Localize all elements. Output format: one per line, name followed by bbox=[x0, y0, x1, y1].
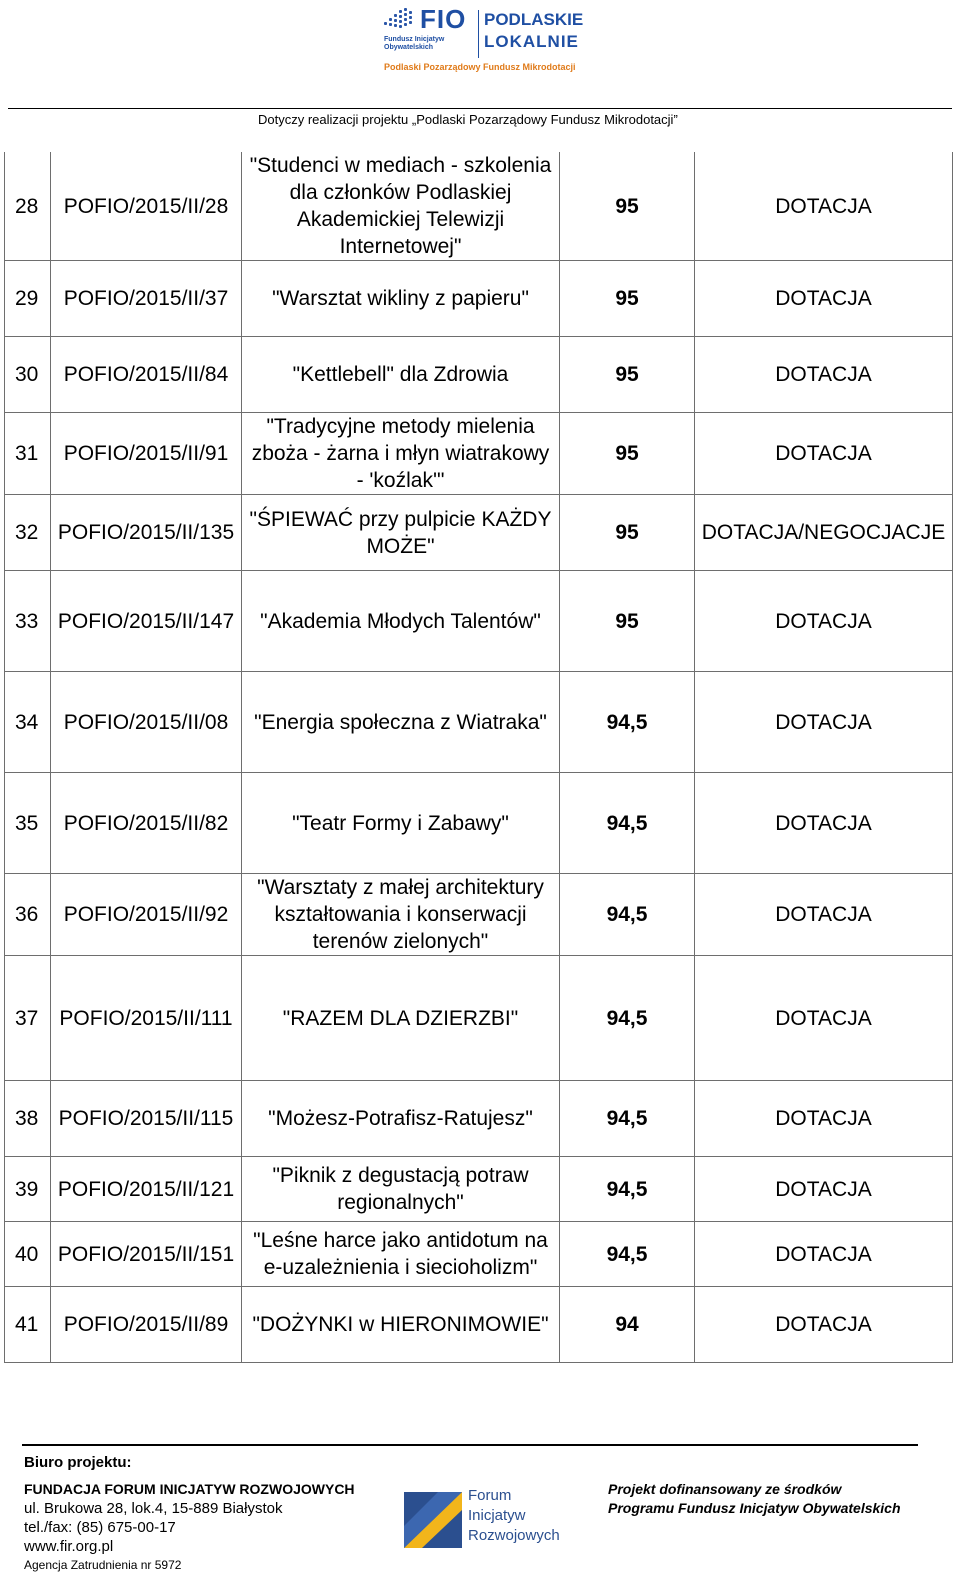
row-number: 31 bbox=[5, 413, 51, 495]
row-number: 38 bbox=[5, 1081, 51, 1157]
table-row bbox=[5, 672, 953, 773]
application-code: POFIO/2015/II/82 bbox=[51, 773, 242, 874]
fir-logo-line-2: Inicjatyw bbox=[468, 1507, 526, 1524]
project-title: "Kettlebell" dla Zdrowia bbox=[242, 337, 560, 413]
street-address: ul. Brukowa 28, lok.4, 15-889 Białystok bbox=[24, 1500, 283, 1517]
logo-divider bbox=[478, 10, 479, 58]
decision-status: DOTACJA bbox=[695, 956, 953, 1081]
score-points: 95 bbox=[560, 413, 695, 495]
fir-logo bbox=[404, 1484, 560, 1554]
row-number: 35 bbox=[5, 773, 51, 874]
project-title: "Warsztat wikliny z papieru" bbox=[242, 261, 560, 337]
office-address bbox=[24, 1480, 355, 1575]
application-code: POFIO/2015/II/28 bbox=[51, 152, 242, 261]
score-points: 95 bbox=[560, 337, 695, 413]
table-row bbox=[5, 413, 953, 495]
decision-status: DOTACJA bbox=[695, 413, 953, 495]
project-title: "Warsztaty z małej architektury kształtowania i konserwacji terenów zielonych" bbox=[242, 874, 560, 956]
project-title: "Studenci w mediach - szkolenia dla członków Podlaskiej Akademickiej Telewizji Internetowej" bbox=[242, 152, 560, 261]
row-number: 30 bbox=[5, 337, 51, 413]
decision-status: DOTACJA bbox=[695, 672, 953, 773]
table-row bbox=[5, 152, 953, 261]
table-row bbox=[5, 1287, 953, 1363]
fir-logo-line-3: Rozwojowych bbox=[468, 1527, 560, 1544]
decision-status: DOTACJA bbox=[695, 261, 953, 337]
application-code: POFIO/2015/II/08 bbox=[51, 672, 242, 773]
decision-status: DOTACJA bbox=[695, 1287, 953, 1363]
row-number: 39 bbox=[5, 1157, 51, 1222]
cofunding-line-1: Projekt dofinansowany ze środków bbox=[608, 1481, 842, 1497]
header-caption: Dotyczy realizacji projektu „Podlaski Pozarządowy Fundusz Mikrodotacji” bbox=[258, 112, 678, 127]
score-points: 95 bbox=[560, 571, 695, 672]
project-title: "ŚPIEWAĆ przy pulpicie KAŻDY MOŻE" bbox=[242, 495, 560, 571]
fund-subtitle: Podlaski Pozarządowy Fundusz Mikrodotacji bbox=[384, 62, 576, 72]
project-title: "Tradycyjne metody mielenia zboża - żarna i młyn wiatrakowy - 'koźlak'" bbox=[242, 413, 560, 495]
project-title: "Akademia Młodych Talentów" bbox=[242, 571, 560, 672]
application-code: POFIO/2015/II/121 bbox=[51, 1157, 242, 1222]
project-title: "Teatr Formy i Zabawy" bbox=[242, 773, 560, 874]
row-number: 40 bbox=[5, 1222, 51, 1287]
score-points: 94,5 bbox=[560, 1081, 695, 1157]
row-number: 36 bbox=[5, 874, 51, 956]
decision-status: DOTACJA bbox=[695, 152, 953, 261]
decision-status: DOTACJA bbox=[695, 773, 953, 874]
fio-logo-subtext: Fundusz Inicjatyw Obywatelskich bbox=[384, 36, 445, 51]
row-number: 37 bbox=[5, 956, 51, 1081]
table-row bbox=[5, 571, 953, 672]
score-points: 95 bbox=[560, 152, 695, 261]
table-row bbox=[5, 337, 953, 413]
row-number: 33 bbox=[5, 571, 51, 672]
project-title: "RAZEM DLA DZIERZBI" bbox=[242, 956, 560, 1081]
score-points: 94,5 bbox=[560, 773, 695, 874]
fir-logo-line-1: Forum bbox=[468, 1487, 512, 1504]
table-row bbox=[5, 773, 953, 874]
score-points: 94 bbox=[560, 1287, 695, 1363]
footer-rule bbox=[22, 1444, 918, 1446]
decision-status: DOTACJA bbox=[695, 1157, 953, 1222]
decision-status: DOTACJA bbox=[695, 1222, 953, 1287]
application-code: POFIO/2015/II/111 bbox=[51, 956, 242, 1081]
table-row bbox=[5, 956, 953, 1081]
score-points: 94,5 bbox=[560, 1222, 695, 1287]
score-points: 94,5 bbox=[560, 1157, 695, 1222]
application-code: POFIO/2015/II/151 bbox=[51, 1222, 242, 1287]
application-code: POFIO/2015/II/115 bbox=[51, 1081, 242, 1157]
project-title: "Piknik z degustacją potraw regionalnych" bbox=[242, 1157, 560, 1222]
fir-logo-text bbox=[468, 1486, 560, 1546]
fio-logo-text: FIO bbox=[420, 4, 467, 34]
org-name: FUNDACJA FORUM INICJATYW ROZWOJOWYCH bbox=[24, 1481, 355, 1497]
office-label: Biuro projektu: bbox=[24, 1454, 132, 1471]
table-row bbox=[5, 1081, 953, 1157]
row-number: 34 bbox=[5, 672, 51, 773]
row-number: 28 bbox=[5, 152, 51, 261]
phone-fax: tel./fax: (85) 675-00-17 bbox=[24, 1519, 176, 1536]
project-title: "Leśne harce jako antidotum na e-uzależnienia i siecioholizm" bbox=[242, 1222, 560, 1287]
application-code: POFIO/2015/II/91 bbox=[51, 413, 242, 495]
score-points: 95 bbox=[560, 261, 695, 337]
application-code: POFIO/2015/II/92 bbox=[51, 874, 242, 956]
podlaskie-logo-text: PODLASKIE bbox=[484, 10, 584, 29]
website-link[interactable]: www.fir.org.pl bbox=[24, 1538, 114, 1555]
results-table bbox=[4, 152, 953, 1363]
lokalnie-logo-text: LOKALNIE bbox=[484, 32, 579, 51]
cofunding-note bbox=[608, 1480, 901, 1518]
table-row bbox=[5, 1157, 953, 1222]
project-title: "DOŻYNKI w HIERONIMOWIE" bbox=[242, 1287, 560, 1363]
table-row bbox=[5, 495, 953, 571]
header-logos bbox=[380, 4, 584, 80]
row-number: 32 bbox=[5, 495, 51, 571]
fir-logo-icon bbox=[404, 1488, 462, 1548]
cofunding-line-2: Programu Fundusz Inicjatyw Obywatelskich bbox=[608, 1500, 901, 1516]
score-points: 94,5 bbox=[560, 956, 695, 1081]
score-points: 94,5 bbox=[560, 672, 695, 773]
row-number: 29 bbox=[5, 261, 51, 337]
score-points: 95 bbox=[560, 495, 695, 571]
agency-number: Agencja Zatrudnienia nr 5972 bbox=[24, 1558, 182, 1572]
header-rule bbox=[8, 108, 952, 109]
results-table-body bbox=[5, 152, 953, 1363]
decision-status: DOTACJA bbox=[695, 337, 953, 413]
table-row bbox=[5, 874, 953, 956]
score-points: 94,5 bbox=[560, 874, 695, 956]
decision-status: DOTACJA bbox=[695, 874, 953, 956]
application-code: POFIO/2015/II/84 bbox=[51, 337, 242, 413]
application-code: POFIO/2015/II/89 bbox=[51, 1287, 242, 1363]
table-row bbox=[5, 1222, 953, 1287]
project-title: "Energia społeczna z Wiatraka" bbox=[242, 672, 560, 773]
row-number: 41 bbox=[5, 1287, 51, 1363]
decision-status: DOTACJA bbox=[695, 1081, 953, 1157]
application-code: POFIO/2015/II/147 bbox=[51, 571, 242, 672]
decision-status: DOTACJA/NEGOCJACJE bbox=[695, 495, 953, 571]
project-title: "Możesz-Potrafisz-Ratujesz" bbox=[242, 1081, 560, 1157]
application-code: POFIO/2015/II/135 bbox=[51, 495, 242, 571]
application-code: POFIO/2015/II/37 bbox=[51, 261, 242, 337]
decision-status: DOTACJA bbox=[695, 571, 953, 672]
table-row bbox=[5, 261, 953, 337]
